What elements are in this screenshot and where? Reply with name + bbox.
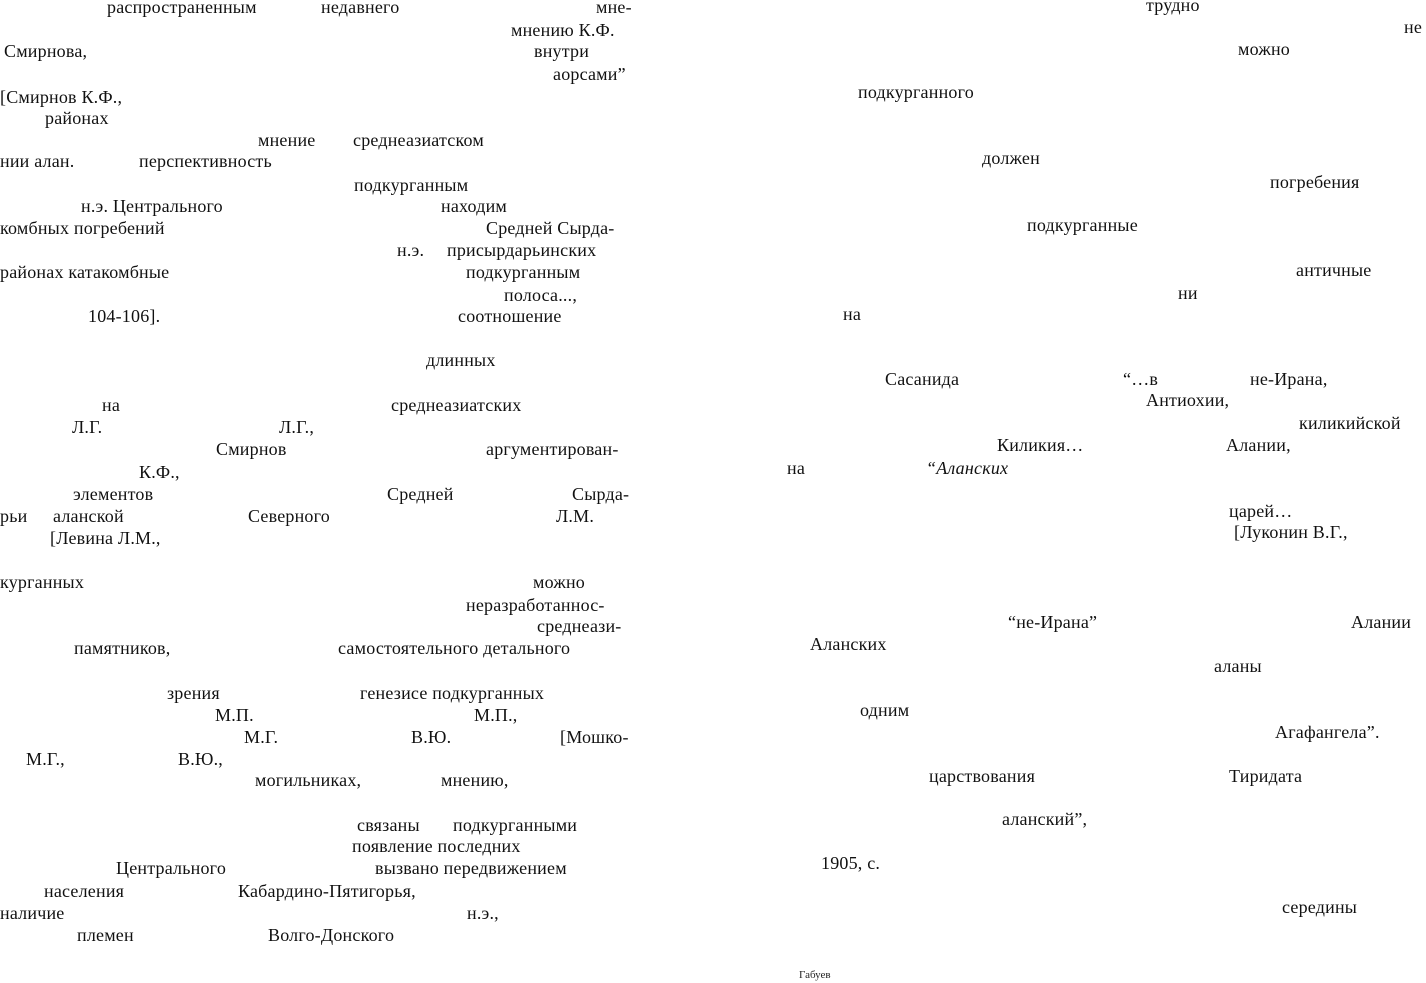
word: В.Ю., xyxy=(178,749,224,769)
word: можно xyxy=(1238,39,1291,59)
word: не xyxy=(1404,17,1423,37)
word: элементов xyxy=(73,484,154,504)
word: памятников, xyxy=(74,638,171,658)
word: Антиохии, xyxy=(1146,390,1230,410)
word: 1905, с. xyxy=(821,853,881,873)
word: К.Ф., xyxy=(139,462,180,482)
word: Алании, xyxy=(1226,435,1291,455)
word: одним xyxy=(860,700,910,720)
word: внутри xyxy=(534,41,590,61)
word: районах катакомбные xyxy=(0,262,170,282)
word: зрения xyxy=(167,683,220,703)
word: мнение xyxy=(258,130,316,150)
word: полоса..., xyxy=(504,285,578,305)
word: мне- xyxy=(596,0,632,17)
word: Средней xyxy=(387,484,454,504)
word: н.э. xyxy=(397,240,425,260)
word: М.П., xyxy=(474,705,518,725)
word: аланы xyxy=(1214,656,1262,676)
word: наличие xyxy=(0,903,65,923)
word: “не-Ирана” xyxy=(1008,612,1098,632)
word: связаны xyxy=(357,815,420,835)
word: комбных погребений xyxy=(0,218,165,238)
word: Средней Сырда- xyxy=(486,218,615,238)
word: генезисе подкурганных xyxy=(360,683,545,703)
word: н.э., xyxy=(467,903,499,923)
word: [Луконин В.Г., xyxy=(1234,522,1348,542)
word: В.Ю. xyxy=(411,727,452,747)
word: недавнего xyxy=(321,0,400,17)
word: могильниках, xyxy=(255,770,362,790)
word: Агафангела”. xyxy=(1275,722,1380,742)
word: Л.М. xyxy=(556,506,595,526)
word: Л.Г. xyxy=(72,417,103,437)
word: [Левина Л.М., xyxy=(50,528,161,548)
word: соотношение xyxy=(458,306,562,326)
word: среднеазиатском xyxy=(353,130,484,150)
word: Центрального xyxy=(116,858,227,878)
word: районах xyxy=(45,108,109,128)
word: самостоятельного детального xyxy=(338,638,571,658)
word: Алании xyxy=(1351,612,1412,632)
word: середины xyxy=(1282,897,1358,917)
word: М.Г. xyxy=(244,727,279,747)
word: распространенным xyxy=(107,0,257,17)
word: Сасанида xyxy=(885,369,960,389)
word: Смирнов xyxy=(216,439,287,459)
word: подкурганным xyxy=(354,175,469,195)
word: перспективность xyxy=(139,151,272,171)
word: неразработаннос- xyxy=(466,595,605,615)
word: на xyxy=(102,395,121,415)
word: Волго-Донского xyxy=(268,925,395,945)
word: рьи xyxy=(0,506,28,526)
word: Киликия… xyxy=(997,435,1084,455)
word: Кабардино-Пятигорья, xyxy=(238,881,416,901)
word: вызвано передвижением xyxy=(375,858,567,878)
word: подкурганными xyxy=(453,815,578,835)
word: Северного xyxy=(248,506,330,526)
word: подкурганным xyxy=(466,262,581,282)
word: [Мошко- xyxy=(560,727,629,747)
word: среднеазиатских xyxy=(391,395,522,415)
word: можно xyxy=(533,572,586,592)
word: царей… xyxy=(1229,501,1293,521)
word: на xyxy=(843,304,862,324)
word: аорсами” xyxy=(553,64,626,84)
word: аргументирован- xyxy=(486,439,619,459)
word: аланской xyxy=(53,506,124,526)
word: подкурганные xyxy=(1027,215,1138,235)
word: населения xyxy=(44,881,125,901)
word: [Смирнов К.Ф., xyxy=(0,87,123,107)
word: должен xyxy=(982,148,1040,168)
word: трудно xyxy=(1146,0,1200,15)
word: подкурганного xyxy=(858,82,974,102)
word: племен xyxy=(77,925,134,945)
word: царствования xyxy=(929,766,1036,786)
running-head: Габуев xyxy=(799,969,831,981)
word: Тиридата xyxy=(1229,766,1303,786)
word: киликийской xyxy=(1299,413,1401,433)
word: аланский”, xyxy=(1002,809,1088,829)
word: присырдарьинских xyxy=(447,240,597,260)
word: мнению К.Ф. xyxy=(511,20,615,40)
word: 104-106]. xyxy=(88,306,161,326)
word: Сырда- xyxy=(572,484,630,504)
word: не-Ирана, xyxy=(1250,369,1328,389)
word: появление последних xyxy=(352,836,521,856)
word: длинных xyxy=(426,350,496,370)
word: курганных xyxy=(0,572,85,592)
word: М.П. xyxy=(215,705,254,725)
word: мнению, xyxy=(441,770,509,790)
word: среднеази- xyxy=(537,616,622,636)
word: ни xyxy=(1178,283,1198,303)
word: Смирнова, xyxy=(4,41,88,61)
word: находим xyxy=(441,196,507,216)
word: М.Г., xyxy=(26,749,65,769)
word: на xyxy=(787,458,806,478)
word: Л.Г., xyxy=(279,417,315,437)
word: нии алан. xyxy=(0,151,75,171)
word: погребения xyxy=(1270,172,1360,192)
word: античные xyxy=(1296,260,1372,280)
word: н.э. Центрального xyxy=(81,196,223,216)
word: “Аланских xyxy=(926,458,1009,478)
word: “…в xyxy=(1123,369,1159,389)
word: Аланских xyxy=(810,634,887,654)
